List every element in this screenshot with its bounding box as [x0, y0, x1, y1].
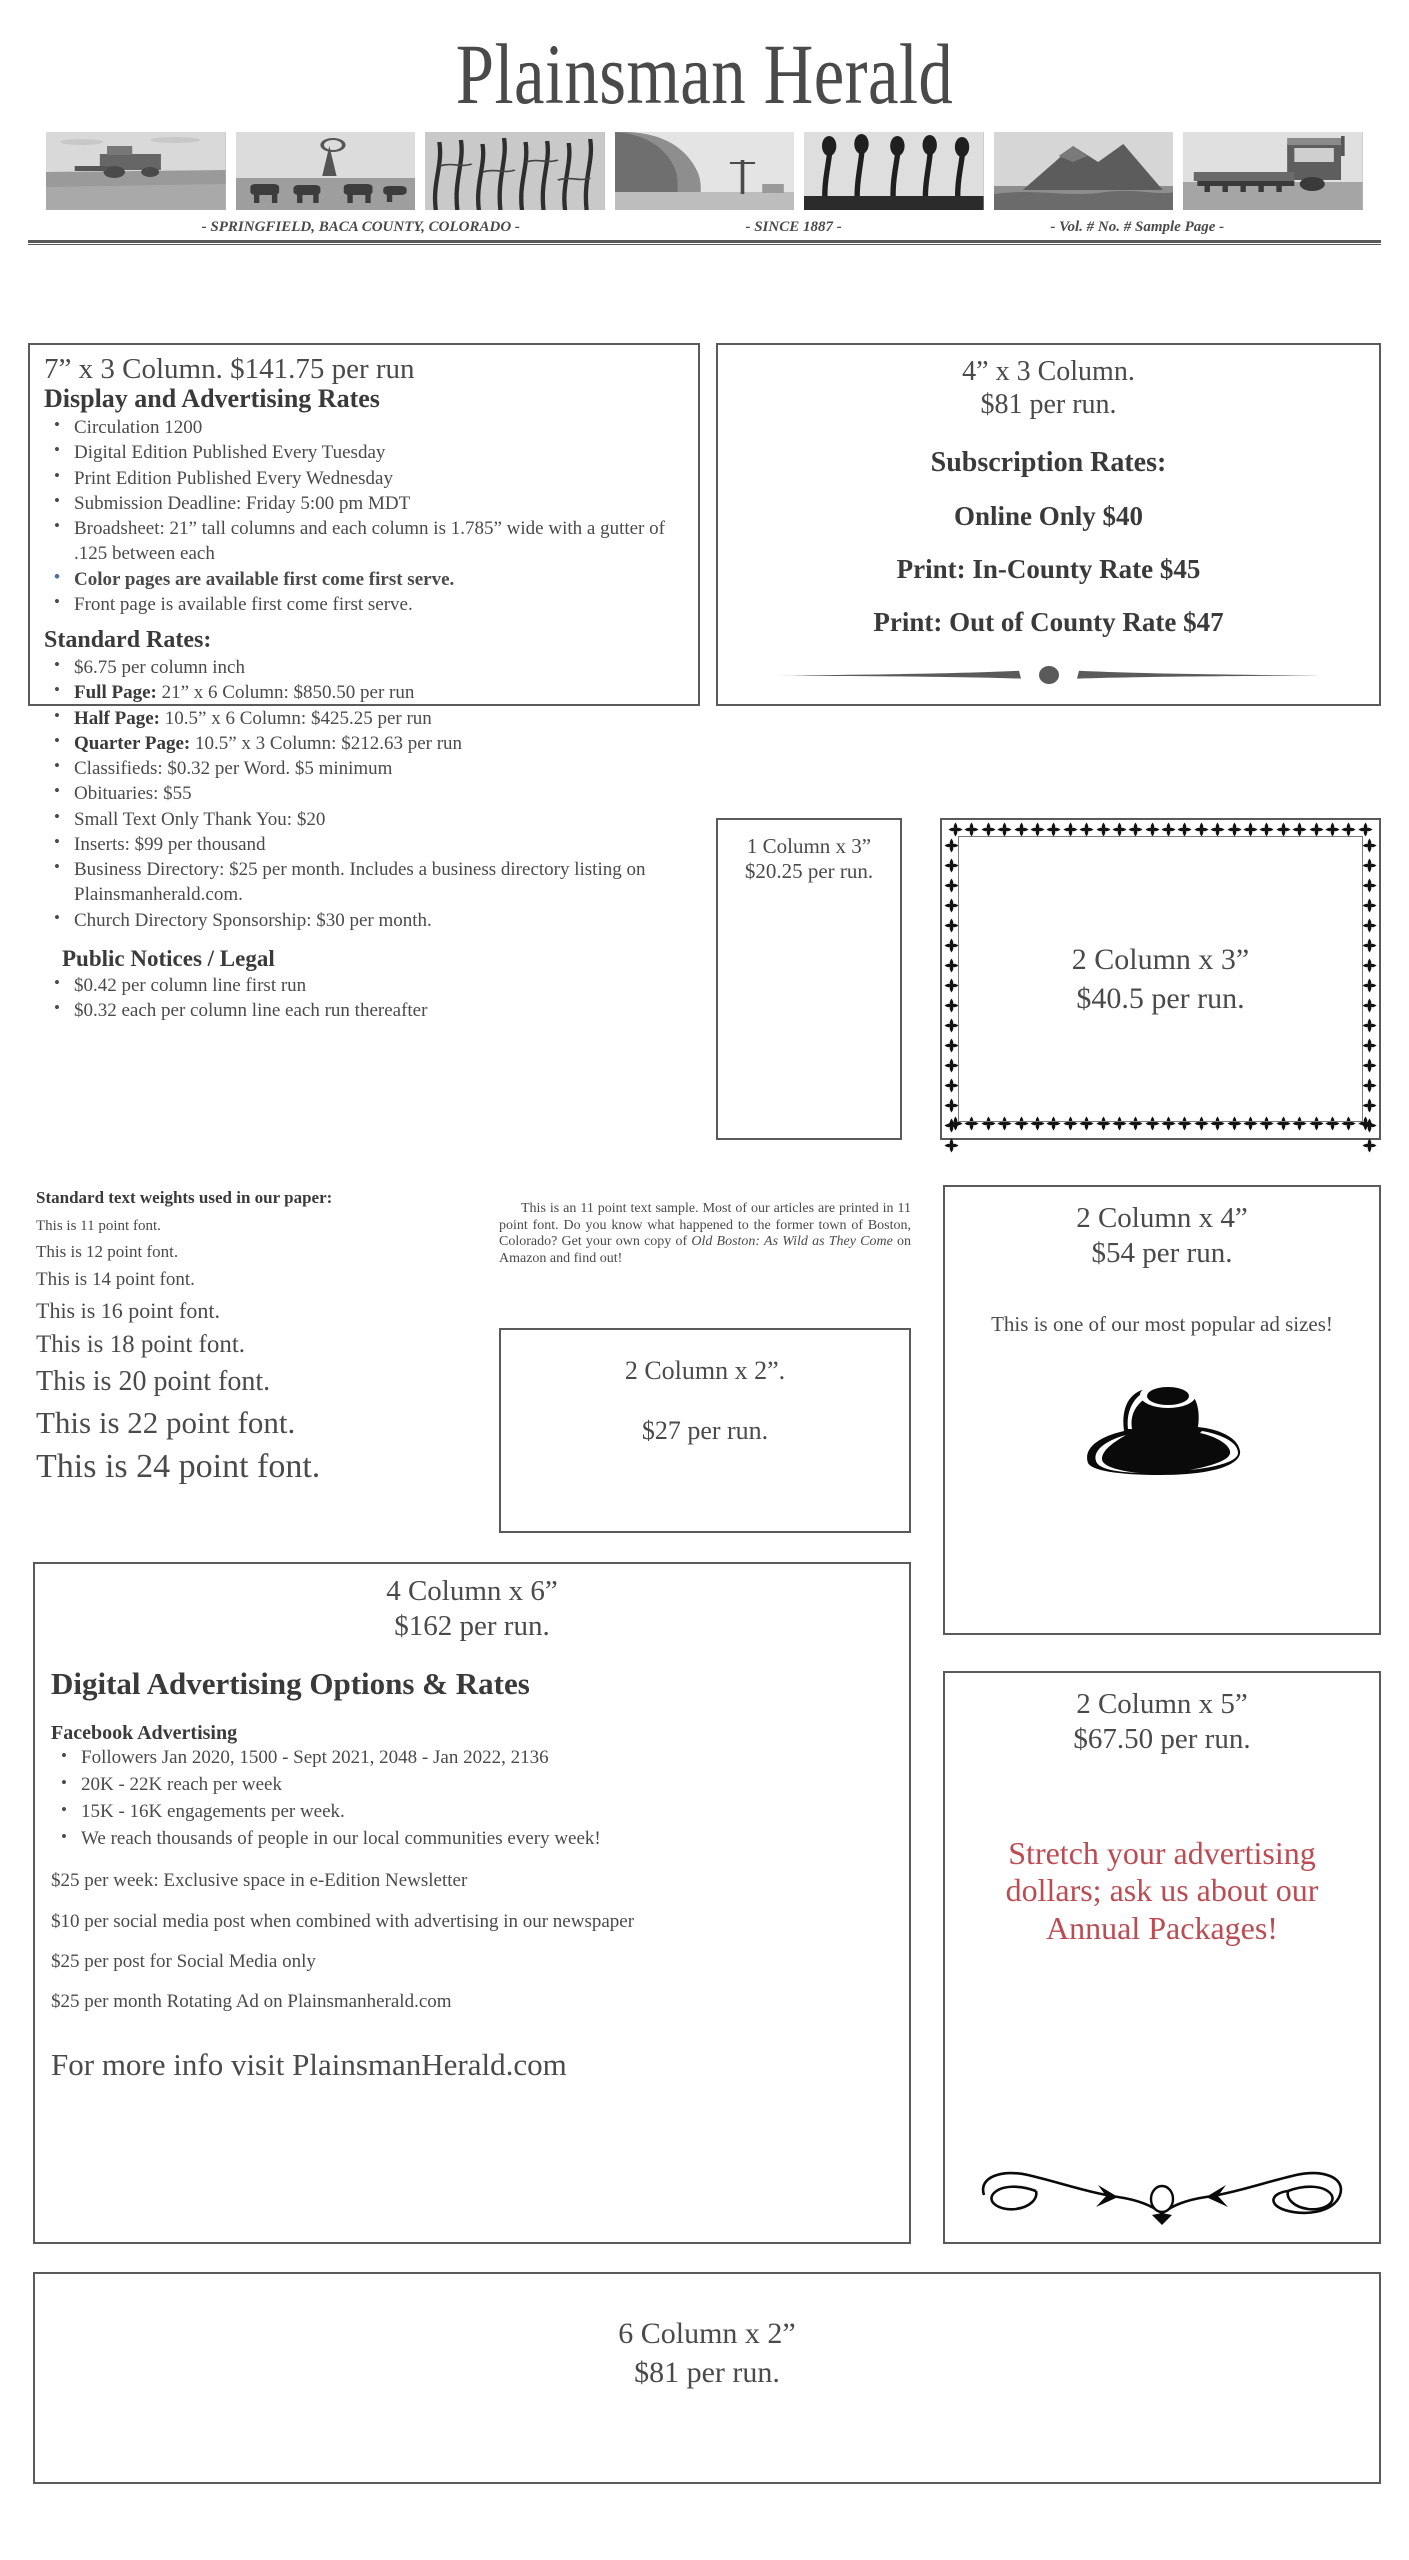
facebook-stat-item: • 20K - 22K reach per week	[51, 1772, 893, 1799]
subscription-rate-in-county: Print: In-County Rate $45	[896, 554, 1201, 585]
flourish-ornament	[961, 2141, 1363, 2232]
ad-size-box-1col-x-3in	[716, 818, 902, 1140]
fleuron-icon	[944, 978, 959, 998]
display-rates-bullet: • Circulation 1200	[44, 415, 684, 440]
display-rates-bullet: • Front page is available first come first serve.	[44, 592, 684, 617]
fleuron-icon	[1362, 978, 1377, 998]
dateline-volume: - Vol. # No. # Sample Page -	[1050, 218, 1225, 235]
page-title: Plainsman Herald	[455, 26, 954, 122]
facebook-stat-item: • We reach thousands of people in our local communities every week!	[51, 1826, 893, 1853]
fleuron-icon	[944, 958, 959, 978]
sample-part1: This is an 11 point text sample. Most of our articles are printed in 11 point font. Do you know what happened to the former town of Boston, Colorado? Get your own copy of	[499, 1201, 911, 1250]
subscription-rates-heading: Subscription Rates:	[930, 447, 1167, 479]
standard-rate-item: • Quarter Page: 10.5” x 3 Column: $212.63 per run	[44, 731, 684, 756]
fleuron-icon	[944, 878, 959, 898]
ad-size-box-2col-x-5in	[943, 1671, 1381, 2244]
standard-rate-item: • Small Text Only Thank You: $20	[44, 807, 684, 832]
fleuron-icon	[1362, 898, 1377, 918]
text-weight-sample-line: This is 22 point font.	[36, 1405, 296, 1440]
subs-ad-size-line2: $81 per run.	[980, 389, 1117, 421]
fleuron-icon	[1362, 1098, 1377, 1118]
facebook-stat-item: • Followers Jan 2020, 1500 - Sept 2021, 2048 - Jan 2022, 2136	[51, 1745, 893, 1772]
fleuron-icon	[944, 1118, 959, 1138]
fleuron-icon	[1362, 958, 1377, 978]
digital-rate-paragraph: $25 per post for Social Media only	[51, 1950, 316, 1972]
standard-rate-item: • Church Directory Sponsorship: $30 per month.	[44, 908, 684, 933]
fleuron-icon	[1362, 838, 1377, 858]
ad-size-box-2col-x-2in	[499, 1328, 911, 1533]
masthead	[28, 0, 1381, 245]
fleuron-icon	[1362, 1058, 1377, 1078]
public-notice-item: • $0.32 each per column line each run thereafter	[44, 998, 684, 1023]
fleuron-icon	[944, 1138, 959, 1158]
fleuron-icon	[944, 938, 959, 958]
fleuron-icon	[1362, 998, 1377, 1018]
text-weight-sample-line: This is 14 point font.	[36, 1269, 195, 1290]
fleuron-inner-frame	[958, 836, 1363, 1122]
col2x4-line2: $54 per run.	[1091, 1236, 1233, 1269]
harvester-machine-photo	[1183, 132, 1363, 210]
fleuron-icon	[1362, 878, 1377, 898]
facebook-stat-item: • 15K - 16K engagements per week.	[51, 1799, 893, 1826]
dust-storm-photo	[615, 132, 795, 210]
fleuron-icon	[944, 858, 959, 878]
col2x2-line2: $27 per run.	[641, 1416, 769, 1445]
facebook-stats-list	[51, 1745, 893, 1853]
public-notice-item: • $0.42 per column line first run	[44, 973, 684, 998]
dateline-location: - SPRINGFIELD, BACA COUNTY, COLORADO -	[201, 218, 520, 235]
standard-rates-heading: Standard Rates:	[44, 627, 212, 654]
subscription-rate-out-of-county: Print: Out of County Rate $47	[873, 607, 1224, 638]
display-rates-bullet: • Submission Deadline: Friday 5:00 pm MDT	[44, 491, 684, 516]
fleuron-icon	[1362, 1078, 1377, 1098]
fleuron-icon	[944, 898, 959, 918]
fleuron-icon	[944, 1078, 959, 1098]
standard-rate-item: • Business Directory: $25 per month. Includes a business directory listing on Plainsmanherald.com.	[44, 857, 684, 908]
mountain-photo	[994, 132, 1174, 210]
facebook-advertising-subheading: Facebook Advertising	[51, 1721, 238, 1744]
dateline-since: - SINCE 1887 -	[745, 218, 842, 235]
fleuron-icon	[1362, 1118, 1377, 1138]
col1x3-line2: $20.25 per run.	[744, 858, 874, 883]
fleuron-icon	[944, 1058, 959, 1078]
text-weights-section	[36, 1188, 506, 1493]
standard-rates-list	[44, 655, 684, 933]
wheat-stalks-photo	[804, 132, 984, 210]
standard-rate-item: • $6.75 per column inch	[44, 655, 684, 680]
display-rates-bullet: • Color pages are available first come first serve.	[44, 567, 684, 592]
col2x4-blurb: This is one of our most popular ad sizes!	[991, 1311, 1333, 1336]
fleuron-icon	[1362, 918, 1377, 938]
digital-cta: For more info visit PlainsmanHerald.com	[51, 2047, 567, 2083]
text-weight-sample-line: This is 12 point font.	[36, 1242, 179, 1261]
photo-strip	[28, 132, 1381, 210]
text-weights-heading: Standard text weights used in our paper:	[36, 1188, 333, 1207]
fleuron-border-left	[944, 838, 959, 1120]
text-weight-sample-line: This is 24 point font.	[36, 1448, 321, 1485]
fleuron-icon	[1362, 1038, 1377, 1058]
text-weight-sample-line: This is 11 point font.	[36, 1218, 161, 1234]
display-rates-list	[44, 415, 684, 617]
fleuron-icon	[944, 998, 959, 1018]
col2x3-line2: $40.5 per run.	[1076, 982, 1245, 1015]
standard-rate-item: • Half Page: 10.5” x 6 Column: $425.25 per run	[44, 706, 684, 731]
left-ad-size-label: 7” x 3 Column. $141.75 per run	[44, 353, 415, 385]
digital-ad-size-line1: 4 Column x 6”	[386, 1575, 558, 1607]
subscription-rate-online: Online Only $40	[953, 501, 1144, 532]
fleuron-icon	[944, 1098, 959, 1118]
public-notices-list	[44, 973, 684, 1024]
display-rates-bullet: • Print Edition Published Every Wednesday	[44, 466, 684, 491]
fleuron-icon	[944, 838, 959, 858]
annual-packages-pitch: Stretch your advertising dollars; ask us about our Annual Packages!	[1005, 1834, 1319, 1947]
display-advertising-rates-box	[28, 343, 700, 1021]
display-rates-bullet: • Digital Edition Published Every Tuesday	[44, 440, 684, 465]
standard-rate-item: • Obituaries: $55	[44, 781, 684, 806]
digital-ad-size-line2: $162 per run.	[394, 1609, 550, 1642]
sample-part2: on Amazon and find out!	[499, 1234, 911, 1266]
eleven-point-text-sample	[499, 1201, 911, 1267]
fleuron-icon	[1362, 938, 1377, 958]
subscription-rates-box	[716, 343, 1381, 706]
col2x4-line1: 2 Column x 4”	[1076, 1202, 1248, 1234]
col2x5-line2: $67.50 per run.	[1073, 1722, 1251, 1755]
banner-line2: $81 per run.	[634, 2356, 780, 2389]
col2x2-line1: 2 Column x 2”.	[624, 1356, 786, 1385]
digital-rate-paragraph: $10 per social media post when combined with advertising in our newspaper	[51, 1910, 635, 1932]
fleuron-icon	[944, 1018, 959, 1038]
text-weight-sample-line: This is 18 point font.	[36, 1331, 246, 1358]
standard-rate-item: • Full Page: 21” x 6 Column: $850.50 per run	[44, 680, 684, 705]
ad-size-box-2col-x-4in	[943, 1185, 1381, 1635]
dateline	[28, 218, 1381, 236]
combine-harvester-photo	[46, 132, 226, 210]
cattle-windmill-photo	[236, 132, 416, 210]
ad-size-box-6col-x-2in	[33, 2272, 1381, 2484]
digital-advertising-heading: Digital Advertising Options & Rates	[51, 1665, 530, 1701]
digital-advertising-box	[33, 1562, 911, 2244]
tapered-rule-ornament	[732, 664, 1365, 690]
fleuron-icon	[944, 918, 959, 938]
display-rates-bullet: • Broadsheet: 21” tall columns and each column is 1.785” wide with a gutter of .125 between each	[44, 516, 684, 567]
col2x3-line1: 2 Column x 3”	[1071, 943, 1250, 976]
subs-ad-size-line1: 4” x 3 Column.	[962, 356, 1135, 387]
banner-line1: 6 Column x 2”	[618, 2317, 796, 2350]
cowboy-hat-icon	[961, 1365, 1363, 1490]
digital-rate-paragraph: $25 per week: Exclusive space in e-Edition Newsletter	[51, 1870, 468, 1892]
col2x5-line1: 2 Column x 5”	[1076, 1688, 1248, 1720]
digital-rate-paragraph: $25 per month Rotating Ad on Plainsmanherald.com	[51, 1990, 452, 2012]
text-weight-sample-line: This is 16 point font.	[36, 1298, 220, 1323]
fleuron-icon	[1362, 1018, 1377, 1038]
fleuron-border-right	[1362, 838, 1377, 1120]
masthead-rule	[28, 240, 1381, 245]
fleuron-icon	[1362, 858, 1377, 878]
col1x3-line1: 1 Column x 3”	[746, 834, 872, 858]
standard-rate-item: • Classifieds: $0.32 per Word. $5 minimum	[44, 756, 684, 781]
corn-field-photo	[425, 132, 605, 210]
ad-size-box-2col-x-3in	[940, 818, 1381, 1140]
public-notices-heading: Public Notices / Legal	[62, 945, 275, 971]
display-rates-heading: Display and Advertising Rates	[44, 384, 380, 414]
fleuron-icon	[944, 1038, 959, 1058]
fleuron-icon	[1362, 1138, 1377, 1158]
standard-rate-item: • Inserts: $99 per thousand	[44, 832, 684, 857]
text-weight-sample-line: This is 20 point font.	[36, 1366, 271, 1397]
sample-book-title: Old Boston: As Wild as They Come	[691, 1234, 893, 1250]
